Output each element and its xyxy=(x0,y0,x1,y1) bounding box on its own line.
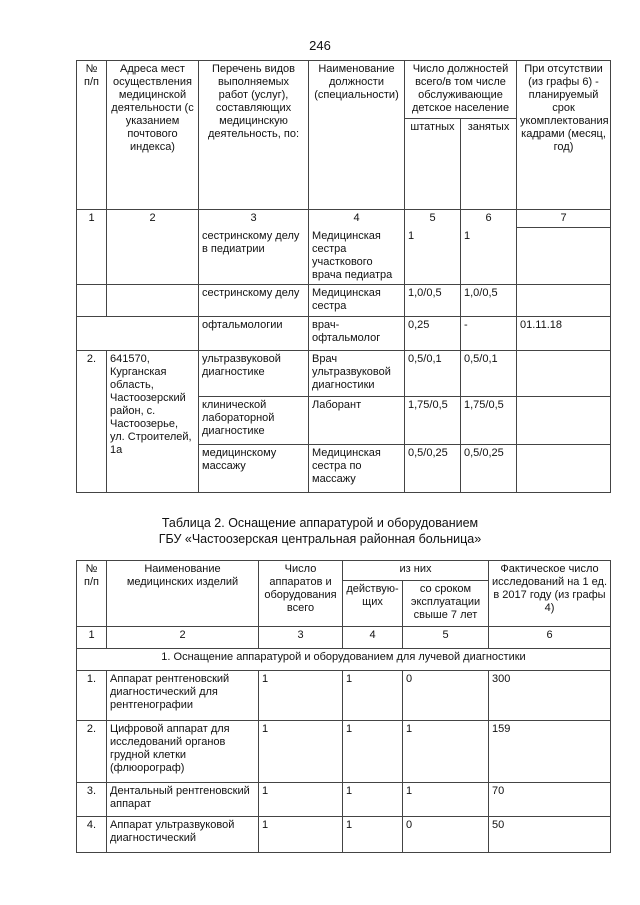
row-occupied: - xyxy=(461,316,517,350)
row-position: Лаборант xyxy=(309,396,405,444)
colnum: 1 xyxy=(77,627,107,649)
header-old: со сроком эксплуатации свыше 7 лет xyxy=(403,581,489,627)
row-address xyxy=(107,284,199,316)
row-plan xyxy=(517,228,611,285)
page-number: 246 xyxy=(309,38,331,53)
header-count: Число должностей всего/в том числе обслуживающие детское население xyxy=(405,61,517,119)
table2-caption-line2: ГБУ «Частоозерская центральная районная больница» xyxy=(158,532,482,546)
section-title: 1. Оснащение аппаратурой и оборудованием для лучевой диагностики xyxy=(77,649,611,671)
colnum: 4 xyxy=(309,210,405,228)
row-studies: 50 xyxy=(489,817,611,853)
colnum: 5 xyxy=(403,627,489,649)
header-works: Перечень видов выполняемых работ (услуг), составляющих медицинскую деятельность, по: xyxy=(199,61,309,210)
table2-colnum-row xyxy=(77,627,611,649)
row-plan xyxy=(517,396,611,444)
header-plan: При отсутствии (из графы 6) - планируемый срок укомплектования кадрами (месяц, год) xyxy=(517,61,611,210)
row-name: Аппарат рентгеновский диагностический для рентгенографии xyxy=(107,671,259,721)
row-plan xyxy=(517,350,611,396)
header-working: действую-щих xyxy=(343,581,403,627)
row-num xyxy=(77,228,107,285)
row-old: 0 xyxy=(403,671,489,721)
header-num: № п/п xyxy=(77,561,107,627)
row-staff: 1,75/0,5 xyxy=(405,396,461,444)
row-old: 0 xyxy=(403,817,489,853)
row-staff: 1 xyxy=(405,228,461,285)
header-staff: штатных xyxy=(405,119,461,210)
table1-colnum-row xyxy=(77,210,611,228)
row-num: 3. xyxy=(77,783,107,817)
row-working: 1 xyxy=(343,817,403,853)
header-num: № п/п xyxy=(77,61,107,210)
row-position: Медицинская сестра по массажу xyxy=(309,444,405,492)
row-work: клинической лабораторной диагностике xyxy=(199,396,309,444)
row-occupied: 1,0/0,5 xyxy=(461,284,517,316)
row-total: 1 xyxy=(259,817,343,853)
colnum: 2 xyxy=(107,210,199,228)
row-occupied: 0,5/0,25 xyxy=(461,444,517,492)
row-work: ультразвуковой диагностике xyxy=(199,350,309,396)
table2-caption-line1: Таблица 2. Оснащение аппаратурой и оборудованием xyxy=(161,516,479,530)
row-num: 2. xyxy=(77,350,107,492)
colnum: 6 xyxy=(461,210,517,228)
row-num: 4. xyxy=(77,817,107,853)
colnum: 6 xyxy=(489,627,611,649)
row-working: 1 xyxy=(343,671,403,721)
row-plan xyxy=(517,444,611,492)
colnum: 3 xyxy=(199,210,309,228)
row-name: Дентальный рентгеновский аппарат xyxy=(107,783,259,817)
header-of-them: из них xyxy=(343,561,489,581)
row-num: 1. xyxy=(77,671,107,721)
row-occupied: 1 xyxy=(461,228,517,285)
row-work: офтальмологии xyxy=(199,316,309,350)
row-position: врач-офтальмолог xyxy=(309,316,405,350)
table-row xyxy=(77,350,611,396)
row-studies: 159 xyxy=(489,721,611,783)
row-work: сестринскому делу xyxy=(199,284,309,316)
row-staff: 0,25 xyxy=(405,316,461,350)
header-position: Наименование должности (специальности) xyxy=(309,61,405,210)
table-row xyxy=(77,316,611,350)
row-name: Аппарат ультразвуковой диагностический xyxy=(107,817,259,853)
table1-header-row xyxy=(77,61,611,119)
table-row xyxy=(77,783,611,817)
row-name: Цифровой аппарат для исследований органов грудной клетки (флюорограф) xyxy=(107,721,259,783)
table-row xyxy=(77,228,611,285)
row-working: 1 xyxy=(343,783,403,817)
table-row xyxy=(77,284,611,316)
row-position: Медицинская сестра участкового врача педиатра xyxy=(309,228,405,285)
row-old: 1 xyxy=(403,721,489,783)
header-name: Наименование медицинских изделий xyxy=(107,561,259,627)
colnum: 3 xyxy=(259,627,343,649)
equipment-table xyxy=(76,560,611,853)
row-num: 2. xyxy=(77,721,107,783)
section-row xyxy=(77,649,611,671)
row-address: 641570, Курганская область, Частоозерский район, с. Частоозерье, ул. Строителей, 1а xyxy=(107,350,199,492)
colnum: 1 xyxy=(77,210,107,228)
colnum: 4 xyxy=(343,627,403,649)
table-row xyxy=(77,817,611,853)
row-plan xyxy=(517,284,611,316)
row-num xyxy=(77,284,107,316)
row-occupied: 1,75/0,5 xyxy=(461,396,517,444)
row-studies: 300 xyxy=(489,671,611,721)
colnum: 7 xyxy=(517,210,611,228)
row-old: 1 xyxy=(403,783,489,817)
row-studies: 70 xyxy=(489,783,611,817)
table2-header-row xyxy=(77,561,611,581)
row-total: 1 xyxy=(259,783,343,817)
staff-table xyxy=(76,60,611,493)
header-address: Адреса мест осуществления медицинской деятельности (с указанием почтового индекса) xyxy=(107,61,199,210)
colnum: 2 xyxy=(107,627,259,649)
row-work: медицинскому массажу xyxy=(199,444,309,492)
header-total: Число аппаратов и оборудования всего xyxy=(259,561,343,627)
row-plan: 01.11.18 xyxy=(517,316,611,350)
table-row xyxy=(77,721,611,783)
row-position: Врач ультразвуковой диагностики xyxy=(309,350,405,396)
header-occupied: занятых xyxy=(461,119,517,210)
row-total: 1 xyxy=(259,671,343,721)
colnum: 5 xyxy=(405,210,461,228)
header-studies: Фактическое число исследований на 1 ед. в 2017 году (из графы 4) xyxy=(489,561,611,627)
table-row xyxy=(77,671,611,721)
row-staff: 0,5/0,25 xyxy=(405,444,461,492)
row-total: 1 xyxy=(259,721,343,783)
row-staff: 0,5/0,1 xyxy=(405,350,461,396)
row-occupied: 0,5/0,1 xyxy=(461,350,517,396)
row-staff: 1,0/0,5 xyxy=(405,284,461,316)
row-address xyxy=(77,316,199,350)
row-working: 1 xyxy=(343,721,403,783)
row-address xyxy=(107,228,199,285)
row-position: Медицинская сестра xyxy=(309,284,405,316)
row-work: сестринскому делу в педиатрии xyxy=(199,228,309,285)
